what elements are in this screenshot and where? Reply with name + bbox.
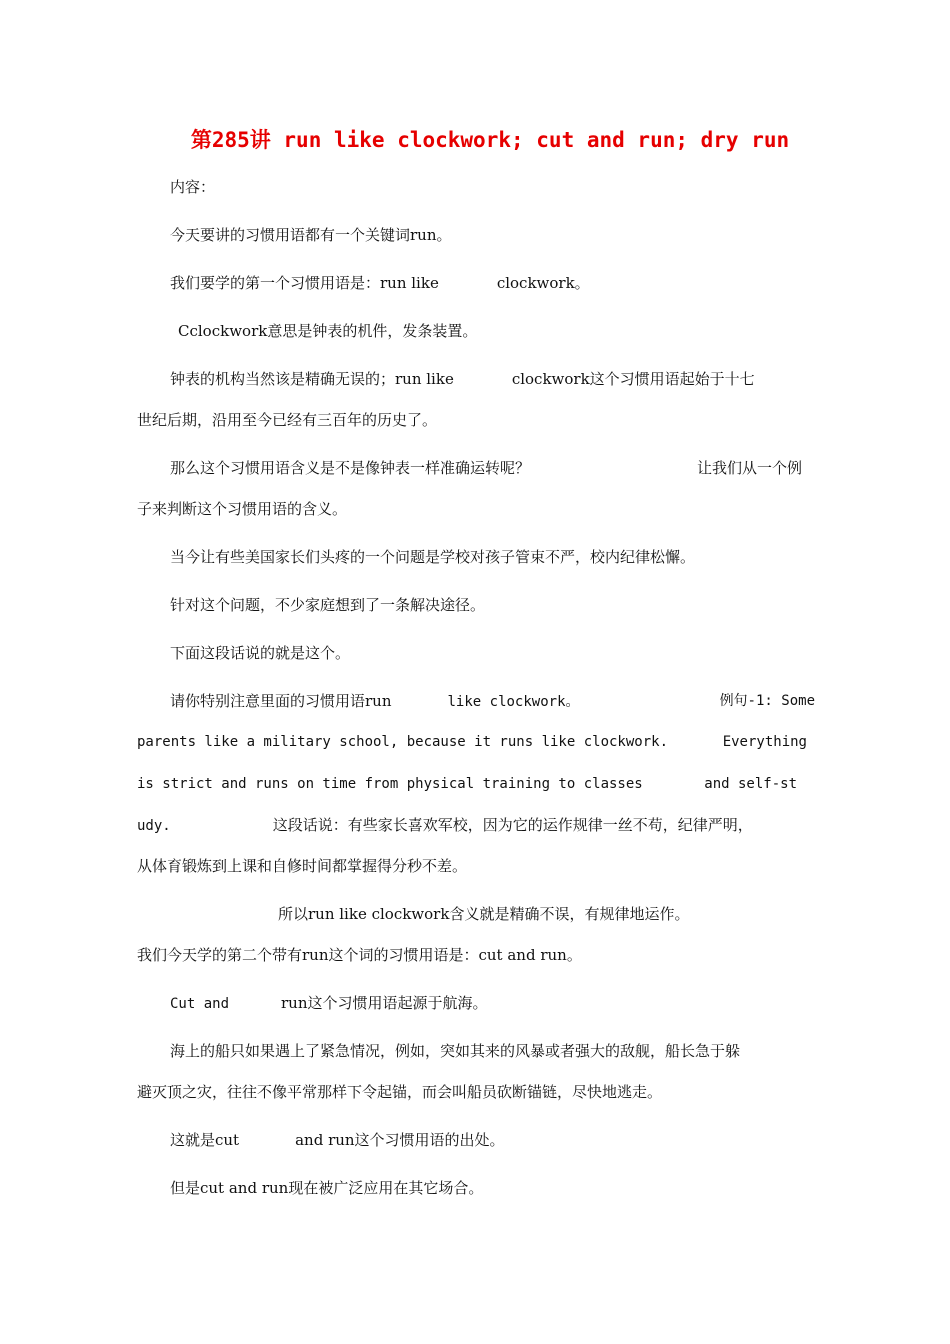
text-segment: parents like a military school, because it runs like clockwork. [137,734,669,750]
paragraph-origin-line2: 世纪后期，沿用至今已经有三百年的历史了。 [137,411,438,429]
paragraph-ships-line2: 避灭顶之灾，往往不像平常那样下令起锚，而会叫船员砍断锚链，尽快地逃走。 [137,1083,663,1101]
text-segment: is strict and runs on time from physical training to classes [137,776,643,792]
text-segment: 请你特别注意里面的习惯用语run [170,692,392,710]
paragraph-example-line4 [137,815,753,836]
paragraph-meaning-summary: 所以run like clockwork含义就是精确不误，有规律地运作。 [278,905,690,923]
paragraph-example-line1 [170,691,815,712]
text-segment: 那么这个习惯用语含义是不是像钟表一样准确运转呢？ [170,459,531,477]
text-segment: 我们要学的第一个习惯用语是：run like [170,274,439,292]
text-segment: 钟表的机构当然该是精确无误的；run like [170,370,454,388]
paragraph-origin-line1 [170,369,755,389]
text-segment: 例句-1: Some [719,693,815,709]
text-segment: and run这个习惯用语的出处。 [295,1131,505,1149]
text-segment: clockwork。 [496,274,590,292]
paragraph-ships-line1: 海上的船只如果遇上了紧急情况，例如，突如其来的风暴或者强大的敌舰，船长急于躲 [170,1042,741,1060]
paragraph-question-line2: 子来判断这个习惯用语的含义。 [137,500,348,518]
text-segment: Everything [722,734,807,750]
lesson-title: 第285讲 run like clockwork; cut and run; dry run [190,128,790,152]
text-segment: Cut and [170,996,230,1012]
paragraph-example-line2 [137,732,807,752]
paragraph-second-idiom: 我们今天学的第二个带有run这个词的习惯用语是：cut and run。 [137,946,582,964]
content-label: 内容： [170,178,216,196]
text-segment: and self-st [704,776,797,792]
text-segment: 这就是cut [170,1131,240,1149]
paragraph-first-idiom [170,273,590,293]
text-segment: clockwork这个习惯用语起始于十七 [511,370,755,388]
paragraph-intro: 今天要讲的习惯用语都有一个关键词run。 [170,226,452,244]
paragraph-source [170,1130,505,1150]
text-segment: udy. [137,818,171,834]
paragraph-clockwork-meaning: Cclockwork意思是钟表的机件，发条装置。 [178,322,478,340]
paragraph-example-line3 [137,774,797,794]
paragraph-question-line1 [170,458,802,478]
paragraph-following: 下面这段话说的就是这个。 [170,644,351,662]
text-segment: 让我们从一个例 [696,459,802,477]
paragraph-solution: 针对这个问题，不少家庭想到了一条解决途径。 [170,596,486,614]
paragraph-example-line5: 从体育锻炼到上课和自修时间都掌握得分秒不差。 [137,857,468,875]
paragraph-parents-concern: 当今让有些美国家长们头疼的一个问题是学校对孩子管束不严，校内纪律松懈。 [170,548,696,566]
text-segment: like clockwork。 [447,694,580,710]
text-segment: run这个习惯用语起源于航海。 [281,994,488,1012]
text-segment: 这段话说：有些家长喜欢军校，因为它的运作规律一丝不苟，纪律严明， [272,816,753,834]
paragraph-modern-usage: 但是cut and run现在被广泛应用在其它场合。 [170,1179,484,1197]
paragraph-cut-and-run-origin [170,993,488,1014]
